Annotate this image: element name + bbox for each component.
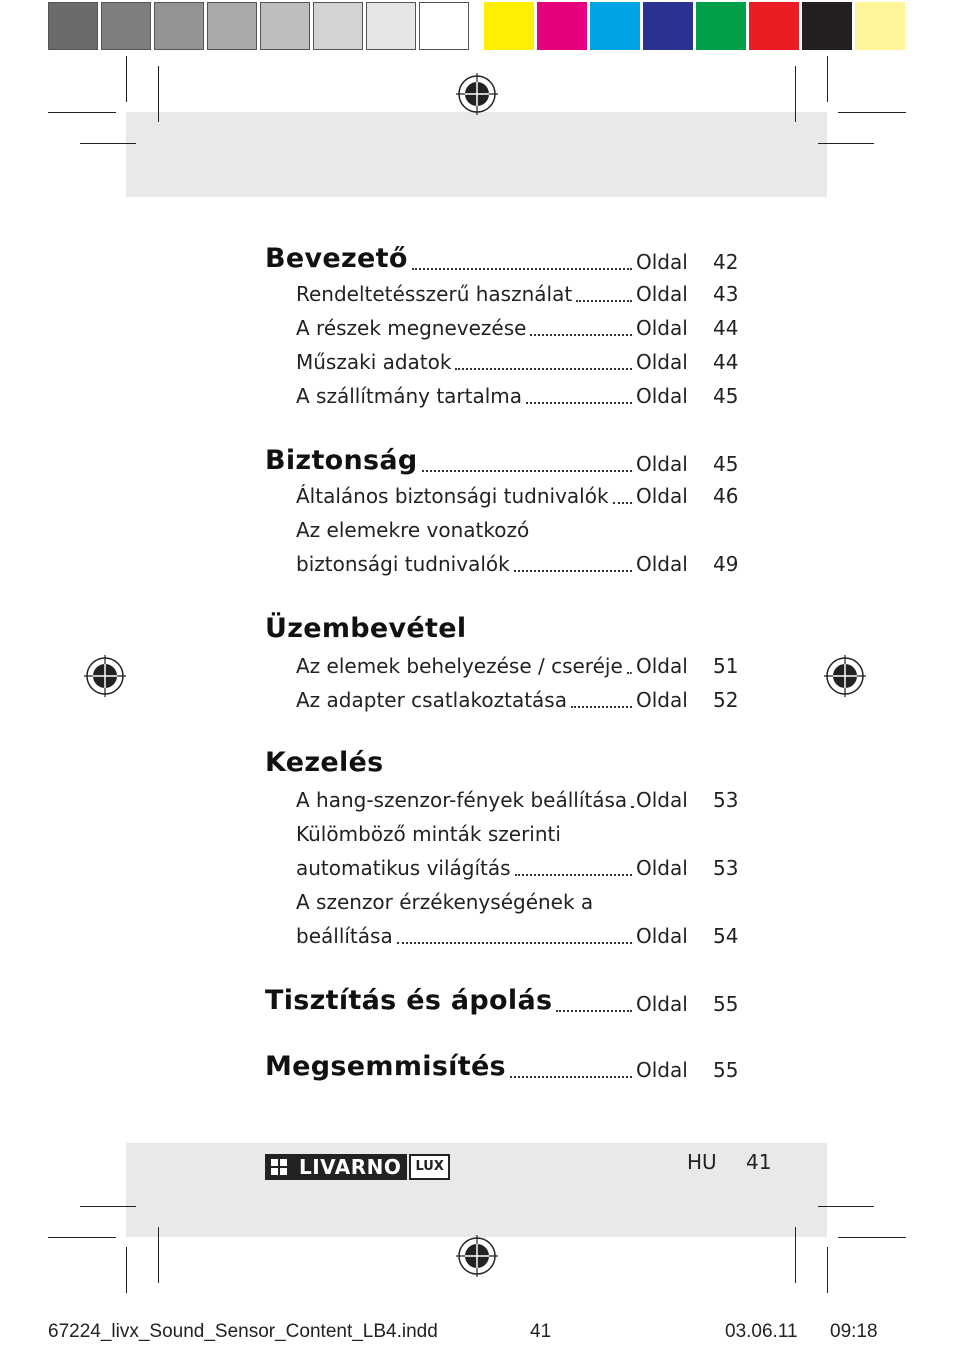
gray-swatch	[48, 2, 98, 50]
toc-page-word: Oldal	[636, 992, 688, 1016]
toc-entry	[0, 276, 954, 310]
toc-leader-dots	[397, 942, 632, 944]
toc-page-word: Oldal	[636, 856, 688, 880]
toc-section	[0, 748, 954, 782]
toc-page-number: 53	[713, 856, 739, 880]
toc-entry-title: A részek megnevezése	[296, 316, 527, 340]
gray-swatch	[313, 2, 363, 50]
gray-swatch	[207, 2, 257, 50]
toc-entry-title: Műszaki adatok	[296, 350, 452, 374]
toc-section-title: Tisztítás és ápolás	[265, 985, 553, 1016]
slug-time: 09:18	[830, 1321, 878, 1342]
toc-leader-dots	[455, 368, 632, 370]
crop-mark	[818, 143, 874, 144]
crop-mark	[795, 1227, 796, 1283]
page-number: 41	[746, 1150, 772, 1174]
toc-entry	[0, 682, 954, 716]
gray-swatch	[154, 2, 204, 50]
toc-page-number: 46	[713, 484, 739, 508]
toc-page-word: Oldal	[636, 250, 688, 274]
toc-entry	[0, 850, 954, 884]
toc-section	[0, 614, 954, 648]
brand-suffix: LUX	[409, 1154, 449, 1180]
crop-mark	[827, 1247, 828, 1293]
gray-swatch	[366, 2, 416, 50]
toc-page-word: Oldal	[636, 552, 688, 576]
toc-entry-title: Az elemekre vonatkozó	[296, 518, 530, 542]
toc-entry-title: Általános biztonsági tudnivalók	[296, 484, 609, 508]
toc-entry	[0, 512, 954, 546]
toc-entry-title: beállítása	[296, 924, 393, 948]
toc-page-word: Oldal	[636, 688, 688, 712]
toc-page-word: Oldal	[636, 384, 688, 408]
toc-entry	[0, 344, 954, 378]
crop-mark	[795, 66, 796, 122]
crop-mark	[818, 1206, 874, 1207]
toc-entry-title: Az elemek behelyezése / cseréje	[296, 654, 623, 678]
toc-entry-title: automatikus világítás	[296, 856, 511, 880]
registration-mark-icon	[456, 73, 498, 115]
toc-leader-dots	[613, 502, 632, 504]
gray-swatch	[260, 2, 310, 50]
crop-mark	[158, 66, 159, 122]
crop-mark	[838, 112, 906, 113]
toc-entry	[0, 478, 954, 512]
toc-page-number: 51	[713, 654, 739, 678]
registration-mark-icon	[456, 1235, 498, 1277]
toc-section	[0, 986, 954, 1020]
toc-page-number: 43	[713, 282, 739, 306]
toc-entry	[0, 310, 954, 344]
toc-leader-dots	[412, 268, 632, 270]
slug-file-page: 41	[530, 1321, 552, 1342]
toc-page-number: 45	[713, 452, 739, 476]
crop-mark	[838, 1237, 906, 1238]
brand-logo	[265, 1153, 450, 1181]
toc-entry-title: A szállítmány tartalma	[296, 384, 523, 408]
toc-page-number: 44	[713, 350, 739, 374]
crop-mark	[80, 1206, 136, 1207]
slug-date: 03.06.11	[725, 1321, 798, 1342]
language-code: HU	[687, 1150, 717, 1174]
toc-page-number: 55	[713, 992, 739, 1016]
toc-leader-dots	[422, 470, 632, 472]
toc-leader-dots	[530, 334, 632, 336]
toc-leader-dots	[576, 300, 632, 302]
crop-mark	[827, 56, 828, 102]
color-swatch	[643, 2, 693, 50]
color-swatch	[484, 2, 534, 50]
toc-page-word: Oldal	[636, 484, 688, 508]
toc-entry-title: A szenzor érzékenységének a	[296, 890, 594, 914]
toc-entry	[0, 648, 954, 682]
slug-filename: 67224_livx_Sound_Sensor_Content_LB4.indd	[48, 1321, 438, 1342]
toc-leader-dots	[515, 874, 632, 876]
footer-band	[126, 1143, 827, 1237]
gray-swatch	[419, 2, 469, 50]
toc-page-number: 53	[713, 788, 739, 812]
toc-page-number: 42	[713, 250, 739, 274]
toc-entry-title: Külömböző minták szerinti	[296, 822, 561, 846]
toc-section-title: Bevezető	[265, 243, 408, 274]
logo-squares-icon	[271, 1159, 287, 1175]
toc-section-title: Üzembevétel	[265, 613, 467, 644]
toc-entry-title: A hang-szenzor-fények beállítása	[296, 788, 628, 812]
toc-section-title: Kezelés	[265, 747, 384, 778]
toc-leader-dots	[556, 1010, 632, 1012]
crop-mark	[126, 1247, 127, 1293]
toc-leader-dots	[526, 402, 632, 404]
toc-entry	[0, 782, 954, 816]
crop-mark	[126, 56, 127, 102]
color-swatch	[590, 2, 640, 50]
toc-entry-title: Az adapter csatlakoztatása	[296, 688, 567, 712]
toc-entry	[0, 816, 954, 850]
toc-page-word: Oldal	[636, 924, 688, 948]
crop-mark	[48, 112, 116, 113]
toc-page-word: Oldal	[636, 654, 688, 678]
toc-page-word: Oldal	[636, 452, 688, 476]
gray-swatch	[101, 2, 151, 50]
toc-page-number: 44	[713, 316, 739, 340]
gray-color-bar	[48, 2, 472, 54]
toc-leader-dots	[627, 672, 632, 674]
toc-section-title: Megsemmisítés	[265, 1051, 506, 1082]
toc-section	[0, 446, 954, 480]
toc-entry-title: Rendeltetésszerű használat	[296, 282, 573, 306]
toc-page-number: 49	[713, 552, 739, 576]
toc-entry	[0, 546, 954, 580]
toc-page-number: 52	[713, 688, 739, 712]
brand-name: LIVARNO	[299, 1155, 402, 1179]
toc-leader-dots	[514, 570, 632, 572]
toc-leader-dots	[631, 806, 632, 808]
toc-entry	[0, 378, 954, 412]
color-swatch	[802, 2, 852, 50]
crop-mark	[80, 143, 136, 144]
crop-mark	[48, 1237, 116, 1238]
color-swatch	[696, 2, 746, 50]
color-swatch	[855, 2, 905, 50]
toc-leader-dots	[571, 706, 632, 708]
process-color-bar	[484, 2, 908, 54]
crop-mark	[158, 1227, 159, 1283]
toc-entry	[0, 884, 954, 918]
header-band	[126, 112, 827, 197]
toc-page-word: Oldal	[636, 788, 688, 812]
toc-entry	[0, 918, 954, 952]
toc-page-word: Oldal	[636, 316, 688, 340]
toc-page-number: 54	[713, 924, 739, 948]
toc-page-number: 55	[713, 1058, 739, 1082]
color-swatch	[537, 2, 587, 50]
toc-page-word: Oldal	[636, 1058, 688, 1082]
toc-section	[0, 244, 954, 278]
toc-entry-title: biztonsági tudnivalók	[296, 552, 510, 576]
toc-section-title: Biztonság	[265, 445, 418, 476]
color-swatch	[749, 2, 799, 50]
toc-page-number: 45	[713, 384, 739, 408]
toc-section	[0, 1052, 954, 1086]
toc-page-word: Oldal	[636, 282, 688, 306]
toc-leader-dots	[510, 1076, 632, 1078]
toc-page-word: Oldal	[636, 350, 688, 374]
